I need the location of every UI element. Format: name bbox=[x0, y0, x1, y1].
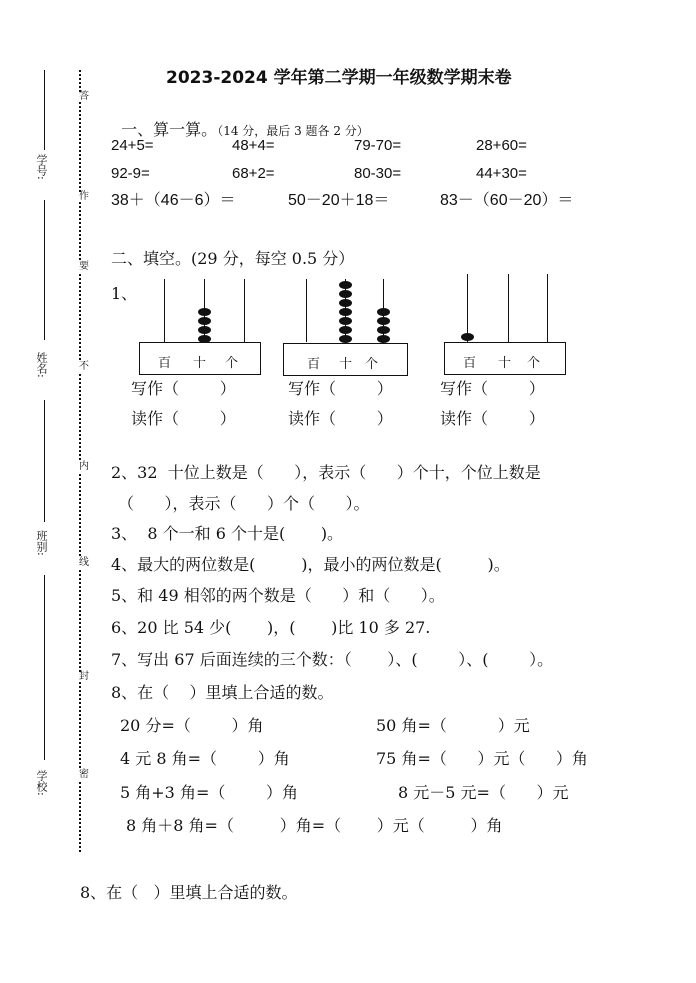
abacus-bead bbox=[198, 308, 211, 316]
read-blank[interactable]: 读作（ ） bbox=[131, 409, 236, 428]
question-5: 5、和 49 相邻的两个数是（ ）和（ ）。 bbox=[111, 586, 445, 605]
read-blank[interactable]: 读作（ ） bbox=[288, 409, 393, 428]
seal-char: 内 bbox=[79, 461, 89, 472]
conversion-item: 8 角＋8 角=（ ）角=（ ）元（ ）角 bbox=[126, 816, 503, 835]
write-blank[interactable]: 写作（ ） bbox=[440, 379, 545, 398]
section-heading bbox=[111, 106, 369, 138]
margin-label-class: 班别: bbox=[35, 530, 48, 556]
place-label-hundreds: 百 bbox=[307, 357, 321, 372]
seal-char: 线 bbox=[79, 557, 89, 568]
calc-item: 92-9= bbox=[111, 165, 150, 182]
abacus-rod bbox=[508, 274, 509, 342]
abacus-rod bbox=[306, 279, 307, 342]
write-blank[interactable]: 写作（ ） bbox=[288, 379, 393, 398]
abacus-bead bbox=[377, 326, 390, 334]
section-2-title: 二、填空。(29 分，每空 0.5 分） bbox=[111, 249, 355, 268]
question-4: 4、最大的两位数是( )，最小的两位数是( )。 bbox=[111, 555, 510, 574]
abacus-bead bbox=[461, 333, 474, 341]
question-1-label: 1、 bbox=[111, 284, 138, 303]
conversion-item: 20 分=（ ）角 bbox=[120, 716, 264, 735]
calc-item: 48+4= bbox=[232, 137, 275, 154]
abacus-rod bbox=[467, 274, 468, 342]
margin-blank-line bbox=[44, 400, 45, 522]
question-8-heading: 8、在（ ）里填上合适的数。 bbox=[111, 683, 334, 702]
abacus-bead bbox=[198, 326, 211, 334]
calc-item: 24+5= bbox=[111, 137, 154, 154]
place-label-ones: 个 bbox=[527, 356, 541, 371]
conversion-item: 50 角=（ ）元 bbox=[376, 716, 530, 735]
abacus-rod bbox=[547, 274, 548, 342]
abacus-bead bbox=[339, 326, 352, 334]
margin-label-school: 学校: bbox=[35, 770, 48, 796]
abacus-bead bbox=[377, 308, 390, 316]
seal-char: 密 bbox=[79, 769, 89, 780]
calc-item: 44+30= bbox=[476, 165, 527, 182]
seal-char: 作 bbox=[79, 191, 89, 202]
question-2-line-2: （ ），表示（ ）个（ ）。 bbox=[118, 494, 370, 513]
place-label-ones: 个 bbox=[365, 357, 379, 372]
abacus-rod bbox=[244, 279, 245, 342]
abacus-bead bbox=[377, 335, 390, 343]
abacus-bead bbox=[339, 335, 352, 343]
place-label-hundreds: 百 bbox=[158, 356, 172, 371]
abacus-rod bbox=[164, 279, 165, 342]
place-label-tens: 十 bbox=[339, 357, 353, 372]
calc-item: 50－20＋18＝ bbox=[288, 192, 390, 209]
place-label-tens: 十 bbox=[193, 356, 207, 371]
conversion-item: 4 元 8 角=（ ）角 bbox=[120, 749, 290, 768]
abacus-bead bbox=[339, 299, 352, 307]
seal-char: 要 bbox=[79, 261, 89, 272]
footer-question: 8、在（ ）里填上合适的数。 bbox=[80, 883, 298, 902]
calc-item: 28+60= bbox=[476, 137, 527, 154]
place-label-ones: 个 bbox=[225, 356, 239, 371]
abacus-bead bbox=[198, 317, 211, 325]
question-3: 3、 8 个一和 6 个十是( )。 bbox=[111, 524, 344, 543]
section-1-title: 一、算一算。 bbox=[121, 120, 218, 139]
abacus-bead bbox=[339, 290, 352, 298]
margin-blank-line bbox=[44, 200, 45, 340]
read-blank[interactable]: 读作（ ） bbox=[440, 409, 545, 428]
page-title: 2023-2024 学年第二学期一年级数学期末卷 bbox=[166, 68, 512, 88]
calc-item: 80-30= bbox=[354, 165, 402, 182]
section-1-score-note: （14 分，最后 3 题各 2 分） bbox=[217, 124, 369, 138]
place-value-box bbox=[283, 343, 408, 376]
place-value-box bbox=[444, 342, 566, 375]
conversion-item: 8 元－5 元=（ ）元 bbox=[398, 783, 569, 802]
calc-item: 68+2= bbox=[232, 165, 275, 182]
conversion-item: 5 角+3 角=（ ）角 bbox=[120, 783, 299, 802]
abacus-bead bbox=[339, 317, 352, 325]
question-6: 6、20 比 54 少( )，( )比 10 多 27. bbox=[111, 618, 431, 637]
calc-item: 38＋（46－6）＝ bbox=[111, 192, 236, 209]
abacus-bead bbox=[377, 317, 390, 325]
calc-item: 83－（60－20）＝ bbox=[440, 192, 574, 209]
place-label-tens: 十 bbox=[498, 356, 512, 371]
question-7: 7、写出 67 后面连续的三个数：（ ）、( ）、( ）。 bbox=[111, 650, 554, 669]
abacus-bead bbox=[339, 281, 352, 289]
calc-item: 79-70= bbox=[354, 137, 402, 154]
question-2-line-1: 2、32 十位上数是（ ），表示（ ）个十，个位上数是 bbox=[111, 463, 541, 482]
abacus-bead bbox=[339, 308, 352, 316]
margin-label-student-number: 学号: bbox=[35, 154, 48, 180]
place-value-box bbox=[139, 342, 261, 375]
write-blank[interactable]: 写作（ ） bbox=[131, 379, 236, 398]
margin-blank-line bbox=[44, 70, 45, 150]
place-label-hundreds: 百 bbox=[463, 356, 477, 371]
seal-char: 不 bbox=[79, 361, 89, 372]
margin-label-name: 姓名: bbox=[35, 352, 48, 378]
conversion-item: 75 角=（ ）元（ ）角 bbox=[376, 749, 588, 768]
seal-char: 封 bbox=[79, 671, 89, 682]
margin-blank-line bbox=[44, 575, 45, 760]
seal-char: 答 bbox=[79, 91, 89, 102]
